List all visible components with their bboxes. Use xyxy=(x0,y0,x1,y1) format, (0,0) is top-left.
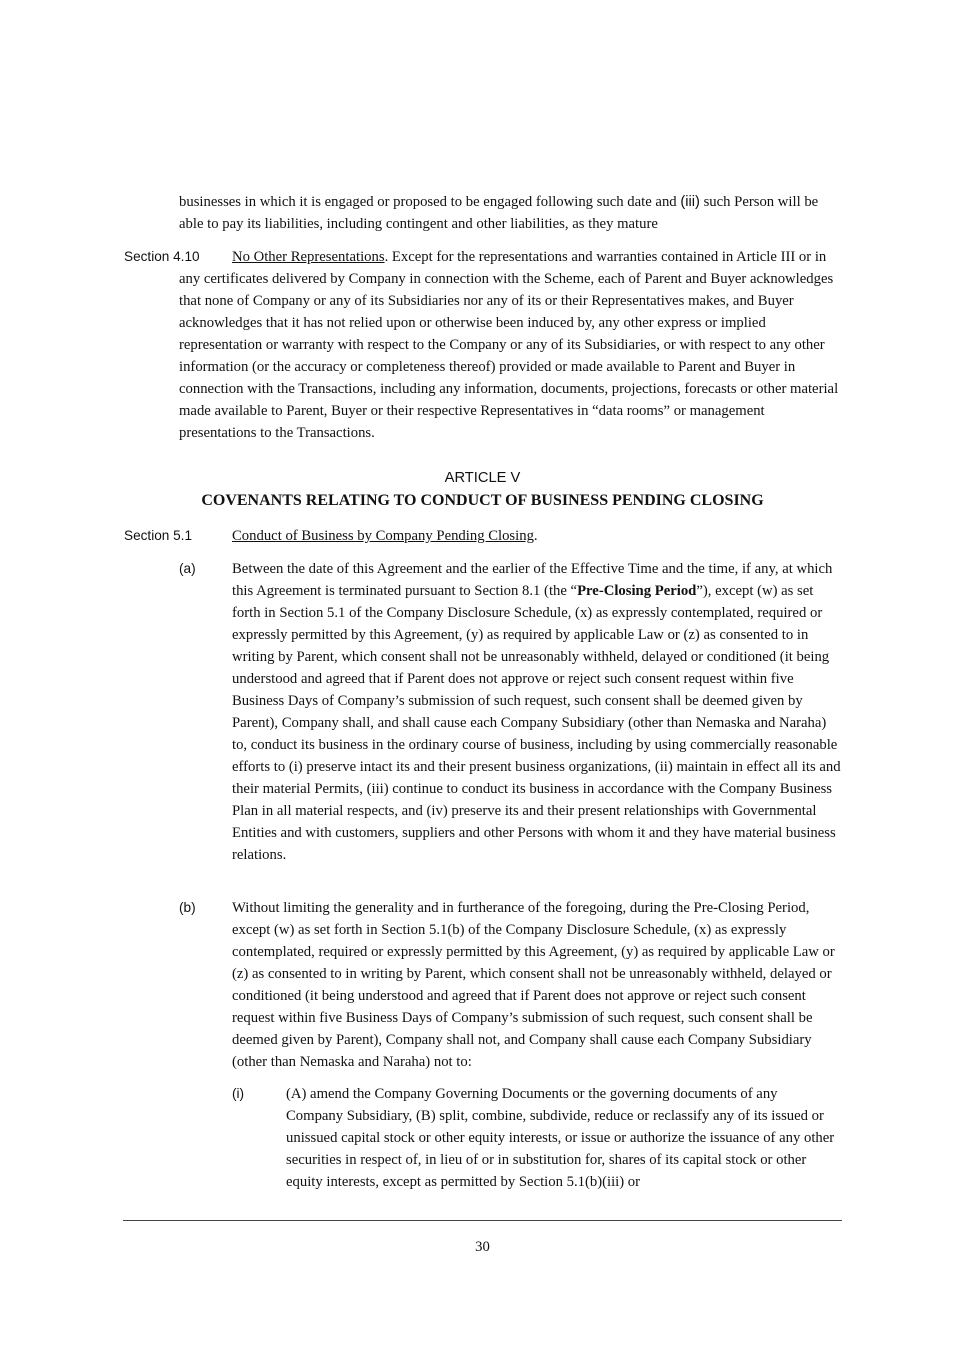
footer-rule xyxy=(123,1220,842,1221)
para-a-label: (a) xyxy=(179,561,196,576)
para-i-label: (i) xyxy=(232,1086,245,1101)
para-i-text: (A) amend the Company Governing Documents or the governing documents of any Company Subsidiary, (B) split, combine, subdivide, reduce or reclassify any of its issued or unissued capital stock or other equity interests, or issue or authorize the issuance of any other securities in respect of, in lieu of or in substitution for, shares of its capital stock or other equity interests, except as permitted by Section 5.1(b)(iii) or xyxy=(286,1086,835,1190)
para-b-label: (b) xyxy=(179,900,196,915)
continuation-text: businesses in which it is engaged or proposed to be engaged following such date and xyxy=(179,194,681,210)
section-5-1-label: Section 5.1 xyxy=(124,528,193,543)
section-4-10-label: Section 4.10 xyxy=(124,249,200,264)
para-a-text-start: Between the date of this Agreement and the earlier of the Effective Time and the time, if any, at which this Agreement is terminated pursuant to Section 8.1 (the “ xyxy=(232,561,833,599)
continuation-roman-numeral: (iii) xyxy=(680,194,700,210)
section-5-1-heading: Conduct of Business by Company Pending Closing xyxy=(232,528,534,544)
section-4-10-paragraph xyxy=(179,246,841,444)
article-title: COVENANTS RELATING TO CONDUCT OF BUSINESS PENDING CLOSING xyxy=(201,492,764,509)
page-number: 30 xyxy=(475,1239,490,1255)
article-number: ARTICLE V xyxy=(444,470,521,486)
para-b-text: Without limiting the generality and in furtherance of the foregoing, during the Pre-Closing Period, except (w) as set forth in Section 5.1(b) of the Company Disclosure Schedule, (x) as expressly contemplated, required or expressly permitted by this Agreement, (y) as required by applicable Law or (z) as consented to in writing by Parent, which consent shall not be unreasonably withheld, delayed or conditioned (it being understood and agreed that if Parent does not approve or reject such consent request within five Business Days of Company’s submission of such request, such consent shall be deemed given by Parent), Company shall not, and Company shall cause each Company Subsidiary (other than Nemaska and Naraha) not to: xyxy=(232,900,835,1070)
pre-closing-period-term: Pre-Closing Period xyxy=(577,583,697,599)
section-4-10-body: . Except for the representations and warranties contained in Article III or in any certificates delivered by Company in connection with the Scheme, each of Parent and Buyer acknowledges that none of Company or any of its Subsidiaries nor any of its or their Representatives makes, and Buyer acknowledges that it has not relied upon or otherwise been induced by, any other express or implied representation or warranty with respect to the Company or any of its Subsidiaries, or with respect to any other information (or the accuracy or completeness thereof) provided or made available to Parent and Buyer in connection with the Transactions, including any information, documents, projections, forecasts or other material made available to Parent, Buyer or their respective Representatives in “data rooms” or management presentations to the Transactions. xyxy=(179,249,839,441)
section-5-1-heading-period: . xyxy=(533,528,538,544)
section-5-1-heading-line xyxy=(232,525,842,547)
continuation-paragraph xyxy=(179,191,841,235)
para-a-text-end: ”), except (w) as set forth in Section 5.1 of the Company Disclosure Schedule, (x) as expressly contemplated, required or expressly permitted by this Agreement, (y) as required by applicable Law or (z) as consented to in writing by Parent, which consent shall not be unreasonably withheld, delayed or conditioned (it being understood and agreed that if Parent does not approve or reject such consent request within five Business Days of Company’s submission of such request, such consent shall be deemed given by Parent), Company shall, and shall cause each Company Subsidiary (other than Nemaska and Naraha) to, conduct its business in the ordinary course of business, including by using commercially reasonable efforts to (i) preserve intact its and their present business organizations, (ii) maintain in effect all its and their material Permits, (iii) continue to conduct its business in accordance with the Company Business Plan in all material respects, and (iv) preserve its and their present relationships with Governmental Entities and with customers, suppliers and other Persons with whom it and they have material business relations. xyxy=(232,583,841,863)
para-a-text xyxy=(232,558,842,866)
continuation-text-end: such Person will be able to pay its liabilities, including contingent and other liabilities, as they mature xyxy=(179,194,819,232)
section-4-10-heading: No Other Representations xyxy=(232,249,385,265)
